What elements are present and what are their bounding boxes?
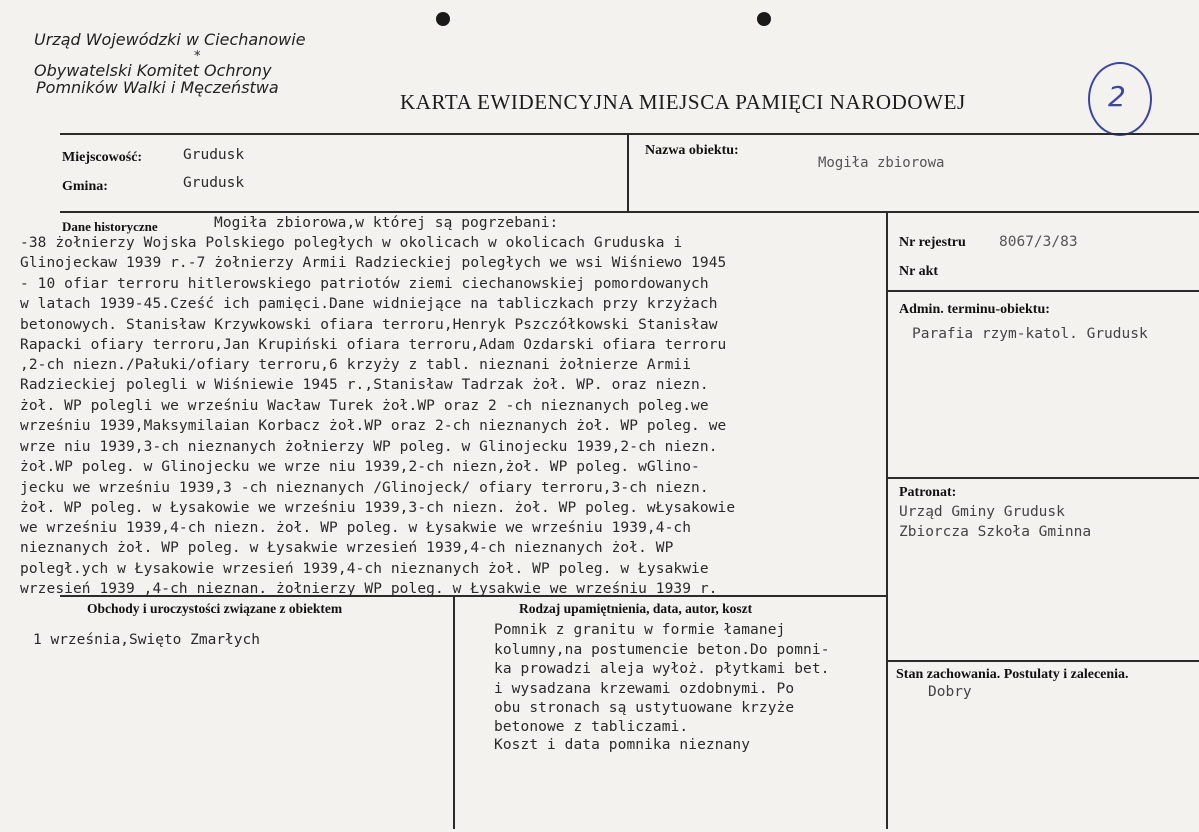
gmina-value: Grudusk [183,175,245,191]
rodzaj-line-1: Pomnik z granitu w formie łamanej [494,622,786,638]
rodzaj-label: Rodzaj upamiętnienia, data, autor, koszt [519,601,753,616]
historical-line-5: w latach 1939-45.Cześć ich pamięci.Dane widniejące na tabliczkach przy krzyżach [20,296,718,312]
rule-top-divider [627,134,629,212]
patronat-line-2: Zbiorcza Szkoła Gminna [899,524,1092,540]
historical-line-18: poległ.ych w Łysakowie wrzesień 1939,4-ch nieznanych żoł. WP poleg. w Łysakwie [20,561,709,577]
historical-line-6: betonowych. Stanisław Krzywkowski ofiara terroru,Henryk Pszczółkowski Stanisław [20,317,718,333]
historical-line-10: żoł. WP polegli we wrześniu Wacław Turek żoł.WP oraz 2 -ch nieznanych poleg.we [20,398,709,414]
historical-line-17: nieznanych żoł. WP poleg. w Łysakwie wrzesień 1939,4-ch nieznanych żoł. WP [20,540,674,556]
historical-line-8: ,2-ch niezn./Pałuki/ofiary terroru,6 krzyży z tabl. nieznani żołnierze Armii [20,357,692,373]
punch-hole-left [436,12,450,26]
historical-line-14: jecku we wrześniu 1939,3 -ch nieznanych /Glinojeck/ ofiary terroru,3-ch niezn. [20,480,709,496]
stan-zachowania-label: Stan zachowania. Postulaty i zalecenia. [896,667,1129,682]
admin-label: Admin. terminu-obiektu: [899,302,1050,317]
gmina-label: Gmina: [62,179,108,194]
nr-akt-label: Nr akt [899,264,939,279]
punch-hole-right [757,12,771,26]
rodzaj-line-4: i wysadzana krzewami ozdobnymi. Po [494,681,795,697]
historical-line-7: Rapacki ofiary terroru,Jan Krupiński ofiara terroru,Adam Ozdarski ofiara terroru [20,337,727,353]
rodzaj-line-5: obu stronach są ustytuowane krzyże [494,700,795,716]
historical-line-4: - 10 ofiar terroru hitlerowskiego patriotów ziemi ciechanowskiej pomordowanych [20,276,709,292]
handwritten-committee-2: Pomników Walki i Męczeństwa [36,78,279,97]
handwritten-office: Urząd Wojewódzki w Ciechanowie [34,30,306,49]
rule-under-patronat [887,660,1199,662]
rodzaj-line-7: Koszt i data pomnika nieznany [494,737,751,753]
handwritten-star: * [194,49,201,64]
admin-value: Parafia rzym-katol. Grudusk [912,326,1148,342]
historical-line-12: wrze niu 1939,3-ch nieznanych żołnierzy WP poleg. w Glinojecku 1939,2-ch niezn. [20,439,718,455]
nazwa-obiektu-value: Mogiła zbiorowa [818,155,945,171]
nazwa-obiektu-label: Nazwa obiektu: [645,143,739,158]
card-number: 2 [1108,80,1126,113]
historical-line-15: żoł. WP poleg. w Łysakowie we wrześniu 1939,3-ch niezn. żoł. WP poleg. wŁysakowie [20,500,736,516]
rodzaj-line-3: ka prowadzi aleja wyłoż. płytkami bet. [494,661,830,677]
rule-under-nr [887,290,1199,292]
historical-line-3: Glinojeckaw 1939 r.-7 żołnierzy Armii Radzieckiej poległych we wsi Wiśniewo 1945 [20,255,727,271]
historical-line-2: -38 żołnierzy Wojska Polskiego poległych w okolicach w okolicach Gruduska i [20,235,683,251]
historical-line-11: wrześniu 1939,Maksymilaian Korbacz żoł.WP oraz 2-ch nieznanych żoł. WP poleg. we [20,418,727,434]
rule-under-admin [887,477,1199,479]
historical-line-16: we wrześniu 1939,4-ch niezn. żoł. WP poleg. w Łysakwie we wrześniu 1939,4-ch [20,520,692,536]
historical-line-13: żoł.WP poleg. w Glinojecku we wrze niu 1939,2-ch niezn,żoł. WP poleg. wGlino- [20,459,700,475]
historical-line-1: Mogiła zbiorowa,w której są pogrzebani: [214,215,559,231]
historical-line-9: Radzieckiej polegli w Wiśniewie 1945 r.,Stanisław Tadrzak żoł. WP. oraz niezn. [20,377,709,393]
obchody-label: Obchody i uroczystości związane z obiektem [87,601,343,616]
rule-bottom-divider [453,596,455,829]
historical-line-19: wrzesień 1939 ,4-ch nieznan. żołnierzy WP poleg. w Łysakwie we wrześniu 1939 r. [20,581,718,597]
historical-label: Dane historyczne [62,219,158,234]
rule-top [60,133,1199,135]
stan-zachowania-value: Dobry [928,684,972,700]
rodzaj-line-2: kolumny,na postumencie beton.Do pomni- [494,642,830,658]
patronat-line-1: Urząd Gminy Grudusk [899,504,1065,520]
nr-rejestru-label: Nr rejestru [899,235,966,250]
rule-right-column [886,211,888,829]
patronat-label: Patronat: [899,485,957,500]
rodzaj-line-6: betonowe z tabliczami. [494,719,689,735]
miejscowosc-value: Grudusk [183,147,245,163]
miejscowosc-label: Miejscowość: [62,150,143,165]
card-title: KARTA EWIDENCYJNA MIEJSCA PAMIĘCI NARODOWEJ [400,90,966,114]
handwritten-committee-1: Obywatelski Komitet Ochrony [34,61,272,80]
nr-rejestru-value: 8067/3/83 [999,234,1078,250]
obchody-value: 1 września,Swięto Zmarłych [33,632,260,648]
